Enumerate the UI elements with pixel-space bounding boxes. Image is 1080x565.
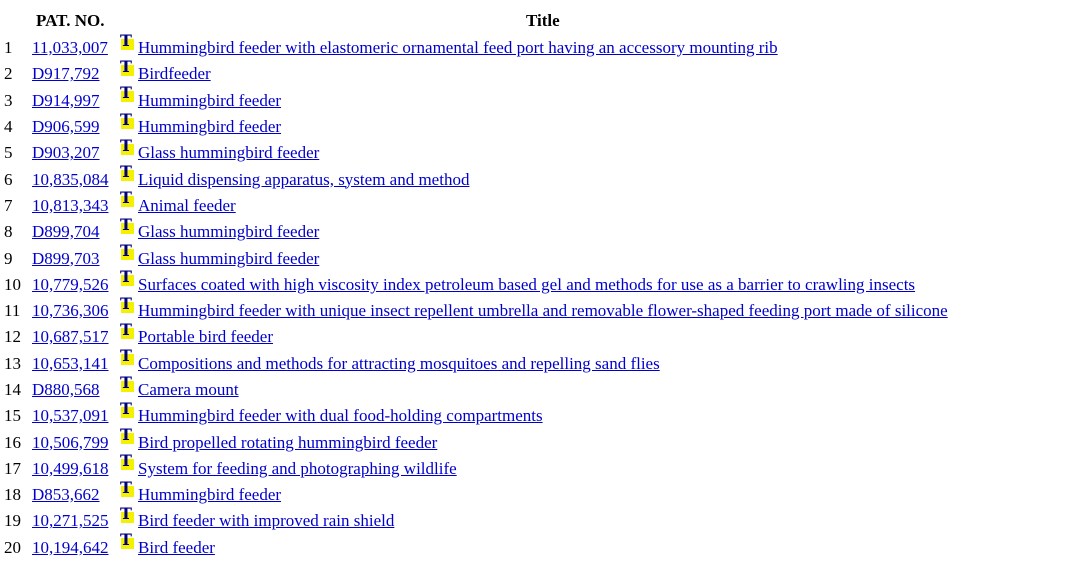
patent-number-link[interactable]: 10,835,084	[32, 169, 109, 189]
table-row-18	[4, 482, 948, 508]
patent-title-link[interactable]: System for feeding and photographing wildlife	[138, 458, 457, 478]
patent-number-cell	[32, 508, 118, 534]
patent-title-link[interactable]: Glass hummingbird feeder	[138, 248, 320, 268]
patent-number-cell	[32, 429, 118, 455]
icon-glyph: T	[120, 267, 132, 287]
patent-number-link[interactable]: 10,736,306	[32, 301, 109, 321]
row-number: 1	[4, 38, 13, 58]
patent-number-link[interactable]: 10,813,343	[32, 195, 109, 215]
row-number: 8	[4, 222, 13, 242]
table-row-6	[4, 166, 948, 192]
patent-title-link[interactable]: Compositions and methods for attracting mosquitoes and repelling sand flies	[138, 353, 660, 373]
table-row-4	[4, 114, 948, 140]
table-row-10	[4, 272, 948, 298]
title-cell	[138, 351, 948, 377]
table-row-13	[4, 351, 948, 377]
patent-number-cell	[32, 535, 118, 561]
icon-glyph: T	[120, 109, 132, 129]
row-number: 6	[4, 169, 13, 189]
table-row-14	[4, 377, 948, 403]
patent-title-link[interactable]: Bird propelled rotating hummingbird feeder	[138, 432, 438, 452]
icon-glyph: T	[120, 293, 132, 313]
patent-number-cell	[32, 377, 118, 403]
icon-glyph: T	[120, 135, 132, 155]
text-document-icon[interactable]	[119, 109, 135, 130]
title-cell	[138, 535, 948, 561]
icon-glyph: T	[120, 30, 132, 50]
patent-number-link[interactable]: D899,703	[32, 248, 100, 268]
patent-title-link[interactable]: Surfaces coated with high viscosity index petroleum based gel and methods for use as a barrier to crawling insects	[138, 274, 916, 294]
table-row-9	[4, 245, 948, 271]
title-cell	[138, 272, 948, 298]
patent-number-cell	[32, 351, 118, 377]
title-cell	[138, 324, 948, 350]
table-row-17	[4, 456, 948, 482]
patent-number-cell	[32, 482, 118, 508]
patent-number-link[interactable]: 10,506,799	[32, 432, 109, 452]
title-cell	[138, 88, 948, 114]
table-row-2	[4, 61, 948, 87]
title-cell	[138, 456, 948, 482]
patent-number-link[interactable]: 11,033,007	[32, 38, 108, 58]
text-document-icon[interactable]	[119, 293, 135, 314]
icon-glyph: T	[120, 214, 132, 234]
patent-number-cell	[32, 88, 118, 114]
patent-title-link[interactable]: Hummingbird feeder with dual food-holding compartments	[138, 406, 543, 426]
row-number: 20	[4, 537, 21, 557]
text-document-icon[interactable]	[119, 398, 135, 419]
table-row-19	[4, 508, 948, 534]
table-row-15	[4, 403, 948, 429]
table-row-1	[4, 35, 948, 61]
text-document-icon[interactable]	[119, 188, 135, 208]
patent-results-table	[4, 10, 948, 561]
text-document-icon[interactable]	[119, 425, 135, 445]
title-cell	[138, 219, 948, 245]
patent-number-link[interactable]: 10,779,526	[32, 274, 109, 294]
patent-number-cell	[32, 193, 118, 219]
row-number: 4	[4, 117, 13, 137]
patent-number-cell	[32, 245, 118, 271]
header-row	[4, 10, 948, 35]
title-cell	[138, 35, 948, 61]
patent-number-cell	[32, 403, 118, 429]
patent-title-link[interactable]: Bird feeder	[138, 537, 215, 557]
patent-number-link[interactable]: D880,568	[32, 380, 100, 399]
text-document-icon[interactable]	[119, 135, 135, 156]
patent-title-link[interactable]: Birdfeeder	[138, 64, 211, 84]
patent-number-link[interactable]: D899,704	[32, 222, 100, 242]
row-number: 14	[4, 380, 21, 399]
icon-glyph: T	[120, 56, 132, 76]
title-cell	[138, 403, 948, 429]
row-number: 3	[4, 90, 13, 110]
header-number	[4, 10, 32, 35]
patent-number-cell	[32, 140, 118, 166]
title-cell	[138, 377, 948, 403]
title-cell	[138, 61, 948, 87]
patent-title-link[interactable]: Glass hummingbird feeder	[138, 222, 320, 242]
title-cell	[138, 245, 948, 271]
text-document-icon[interactable]	[119, 319, 135, 340]
icon-glyph: T	[120, 530, 132, 550]
text-document-icon[interactable]	[119, 214, 135, 235]
text-document-icon[interactable]	[119, 56, 135, 77]
patent-number-cell	[32, 456, 118, 482]
table-body	[4, 30, 948, 561]
patent-number-cell	[32, 298, 118, 324]
patent-title-link[interactable]: Portable bird feeder	[138, 327, 273, 347]
icon-glyph: T	[120, 241, 132, 261]
patent-title-link[interactable]: Liquid dispensing apparatus, system and method	[138, 169, 470, 189]
icon-glyph: T	[120, 503, 132, 523]
patent-number-link[interactable]: D903,207	[32, 143, 100, 163]
patent-title-link[interactable]: Hummingbird feeder	[138, 485, 282, 505]
title-cell	[138, 508, 948, 534]
patent-number-link[interactable]: D917,792	[32, 64, 100, 84]
row-number: 9	[4, 248, 13, 268]
patent-title-link[interactable]: Glass hummingbird feeder	[138, 143, 320, 163]
patent-title-link[interactable]: Bird feeder with improved rain shield	[138, 511, 395, 531]
text-document-icon[interactable]	[119, 267, 135, 287]
table-row-3	[4, 88, 948, 114]
patent-number-link[interactable]: 10,194,642	[32, 537, 109, 557]
patent-number-link[interactable]: D914,997	[32, 90, 100, 110]
table-row-20	[4, 535, 948, 561]
patent-number-cell	[32, 35, 118, 61]
row-number: 18	[4, 485, 21, 505]
row-number: 12	[4, 327, 21, 347]
icon-glyph: T	[120, 451, 132, 471]
icon-glyph: T	[120, 319, 132, 339]
header-title: Title	[526, 11, 560, 30]
row-number: 15	[4, 406, 21, 426]
icon-glyph: T	[120, 162, 132, 182]
patent-title-link[interactable]: Hummingbird feeder	[138, 117, 282, 137]
row-number: 16	[4, 432, 21, 452]
text-document-icon[interactable]	[119, 530, 135, 550]
table-row-11	[4, 298, 948, 324]
patent-number-link[interactable]: 10,687,517	[32, 327, 109, 347]
patent-number-link[interactable]: 10,653,141	[32, 353, 109, 373]
header-pat-no: PAT. NO.	[36, 11, 105, 30]
patent-number-cell	[32, 272, 118, 298]
row-number: 5	[4, 143, 13, 163]
title-cell	[138, 140, 948, 166]
text-document-icon[interactable]	[119, 503, 135, 524]
text-document-icon[interactable]	[119, 372, 135, 393]
patent-title-link[interactable]: Hummingbird feeder	[138, 90, 282, 110]
icon-glyph: T	[120, 477, 132, 497]
patent-number-cell	[32, 114, 118, 140]
full-text-icon-cell	[118, 530, 138, 561]
row-number: 10	[4, 274, 21, 294]
patent-number-link[interactable]: D853,662	[32, 485, 100, 505]
title-cell	[138, 298, 948, 324]
patent-number-link[interactable]: 10,537,091	[32, 406, 109, 426]
text-document-icon[interactable]	[119, 30, 135, 51]
row-number: 7	[4, 195, 13, 215]
patent-number-cell	[32, 61, 118, 87]
text-document-icon[interactable]	[119, 477, 135, 498]
title-cell	[138, 114, 948, 140]
title-cell	[138, 482, 948, 508]
table-row-16	[4, 429, 948, 455]
row-number: 17	[4, 458, 21, 478]
patent-title-link[interactable]: Animal feeder	[138, 195, 236, 215]
title-cell	[138, 429, 948, 455]
title-cell	[138, 166, 948, 192]
table-header	[4, 10, 948, 35]
text-document-icon[interactable]	[119, 451, 135, 471]
patent-title-link[interactable]: Hummingbird feeder with unique insect repellent umbrella and removable flower-shaped feeding port made of silicone	[138, 301, 948, 321]
patent-title-link[interactable]: Hummingbird feeder with elastomeric ornamental feed port having an accessory mounting rib	[138, 38, 778, 58]
icon-glyph: T	[120, 346, 132, 366]
row-number: 13	[4, 353, 21, 373]
icon-glyph: T	[120, 188, 132, 208]
patent-number-link[interactable]: 10,271,525	[32, 511, 109, 531]
table-row-7	[4, 193, 948, 219]
patent-number-link[interactable]: D906,599	[32, 117, 100, 137]
icon-glyph: T	[120, 398, 132, 418]
text-document-icon[interactable]	[119, 162, 135, 182]
table-row-8	[4, 219, 948, 245]
table-row-5	[4, 140, 948, 166]
text-document-icon[interactable]	[119, 241, 135, 261]
row-number: 19	[4, 511, 21, 531]
patent-title-link[interactable]: Camera mount	[138, 380, 239, 399]
title-cell	[138, 193, 948, 219]
table-row-12	[4, 324, 948, 350]
icon-glyph: T	[120, 372, 132, 392]
patent-number-cell	[32, 219, 118, 245]
patent-number-link[interactable]: 10,499,618	[32, 458, 109, 478]
row-number: 11	[4, 301, 21, 321]
patent-number-cell	[32, 324, 118, 350]
text-document-icon[interactable]	[119, 346, 135, 366]
icon-glyph: T	[120, 83, 132, 103]
icon-glyph: T	[120, 425, 132, 445]
text-document-icon[interactable]	[119, 83, 135, 103]
row-number: 2	[4, 64, 13, 84]
patent-number-cell	[32, 166, 118, 192]
